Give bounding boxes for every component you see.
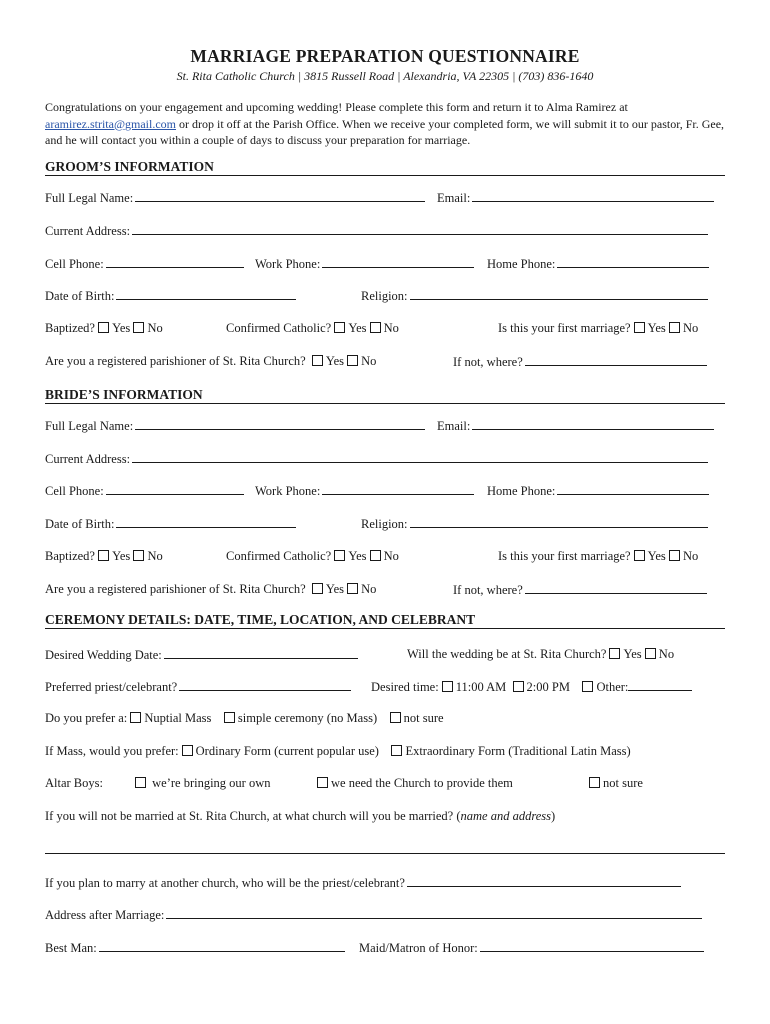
bride-row-name (45, 416, 725, 434)
celebrant-field[interactable] (179, 677, 351, 691)
other-church-hint: name and address (460, 809, 552, 823)
prefer-label: Do you prefer a: (45, 711, 128, 725)
page-title: MARRIAGE PREPARATION QUESTIONNAIRE (190, 46, 580, 66)
groom-name-label: Full Legal Name: (45, 191, 134, 205)
page-subtitle: St. Rita Catholic Church | 3815 Russell Road | Alexandria, VA 22305 | (703) 836-1640 (176, 69, 594, 83)
groom-home-label: Home Phone: (487, 257, 556, 271)
bride-work-field[interactable] (322, 481, 474, 495)
groom-address-label: Current Address: (45, 224, 131, 238)
bringing-own-checkbox[interactable] (135, 777, 146, 788)
ceremony-row-other-priest (45, 873, 725, 891)
groom-parishioner-yes-checkbox[interactable] (312, 355, 323, 366)
best-man-field[interactable] (99, 938, 345, 952)
bride-baptized-no-checkbox[interactable] (133, 550, 144, 561)
extraordinary-form-label: Extraordinary Form (Traditional Latin Mass) (405, 744, 631, 758)
ceremony-row-mass-form (45, 742, 725, 760)
groom-row-parishioner (45, 352, 725, 370)
bride-name-field[interactable] (135, 416, 425, 430)
bride-baptized-yes-checkbox[interactable] (98, 550, 109, 561)
other-church-paren: ) (551, 809, 556, 823)
groom-dob-field[interactable] (116, 286, 296, 300)
yes-label: Yes (647, 321, 666, 335)
bride-confirmed-yes-checkbox[interactable] (334, 550, 345, 561)
groom-religion-label: Religion: (361, 289, 408, 303)
yes-label: Yes (348, 549, 367, 563)
bride-name-label: Full Legal Name: (45, 419, 134, 433)
bride-parishioner-no-checkbox[interactable] (347, 583, 358, 594)
groom-row-name (45, 188, 725, 206)
church-provide-label: we need the Church to provide them (331, 776, 513, 790)
bride-email-field[interactable] (472, 416, 714, 430)
contact-email-link[interactable]: aramirez.strita@gmail.com (45, 116, 176, 131)
maid-matron-field[interactable] (480, 938, 704, 952)
bride-row-phones (45, 481, 725, 499)
no-label: No (682, 549, 699, 563)
nuptial-mass-checkbox[interactable] (130, 712, 141, 723)
ceremony-row-address-after (45, 905, 725, 923)
desired-time-label: Desired time: (371, 680, 439, 694)
bride-religion-field[interactable] (410, 514, 708, 528)
altar-boys-label: Altar Boys: (45, 776, 103, 790)
ordinary-form-checkbox[interactable] (182, 745, 193, 756)
ceremony-row-altar-boys (45, 774, 725, 792)
bride-row-sacraments (45, 547, 725, 565)
groom-confirmed-label: Confirmed Catholic? (226, 321, 332, 335)
yes-label: Yes (623, 647, 642, 661)
at-st-rita-label: Will the wedding be at St. Rita Church? (407, 647, 607, 661)
time-200-checkbox[interactable] (513, 681, 524, 692)
ceremony-row-other-church (45, 807, 725, 825)
groom-if-not-label: If not, where? (453, 355, 523, 369)
bride-address-field[interactable] (132, 449, 708, 463)
bride-cell-label: Cell Phone: (45, 484, 104, 498)
ceremony-row-attendants (45, 938, 725, 956)
groom-first-marriage-yes-checkbox[interactable] (634, 322, 645, 333)
address-after-label: Address after Marriage: (45, 908, 165, 922)
bride-home-field[interactable] (557, 481, 709, 495)
altar-not-sure-label: not sure (603, 776, 643, 790)
groom-parishioner-no-checkbox[interactable] (347, 355, 358, 366)
yes-label: Yes (348, 321, 367, 335)
no-label: No (383, 321, 399, 335)
bride-work-label: Work Phone: (255, 484, 321, 498)
groom-section-heading: GROOM’S INFORMATION (45, 158, 725, 176)
groom-baptized-yes-checkbox[interactable] (98, 322, 109, 333)
bride-parishioner-label: Are you a registered parishioner of St. Rita Church? (45, 582, 306, 596)
bride-row-address (45, 449, 725, 467)
yes-label: Yes (325, 354, 345, 368)
bride-dob-label: Date of Birth: (45, 517, 115, 531)
nuptial-mass-label: Nuptial Mass (144, 711, 212, 725)
groom-first-marriage-label: Is this your first marriage? (498, 321, 631, 335)
yes-label: Yes (325, 582, 345, 596)
desired-date-label: Desired Wedding Date: (45, 648, 162, 662)
groom-first-marriage-no-checkbox[interactable] (669, 322, 680, 333)
no-label: No (361, 582, 377, 596)
groom-work-field[interactable] (322, 254, 474, 268)
groom-row-sacraments (45, 319, 725, 337)
bride-first-marriage-label: Is this your first marriage? (498, 549, 631, 563)
groom-religion-field[interactable] (410, 286, 708, 300)
groom-dob-label: Date of Birth: (45, 289, 115, 303)
intro-paragraph (45, 99, 729, 149)
no-label: No (361, 354, 377, 368)
ceremony-row-date (45, 645, 725, 663)
bride-dob-field[interactable] (116, 514, 296, 528)
time-other-label: Other: (596, 680, 629, 694)
yes-label: Yes (647, 549, 666, 563)
groom-email-label: Email: (437, 191, 471, 205)
bride-confirmed-label: Confirmed Catholic? (226, 549, 332, 563)
ordinary-form-label: Ordinary Form (current popular use) (195, 744, 379, 758)
groom-email-field[interactable] (472, 188, 714, 202)
bride-parishioner-yes-checkbox[interactable] (312, 583, 323, 594)
altar-not-sure-checkbox[interactable] (589, 777, 600, 788)
other-priest-field[interactable] (407, 873, 681, 887)
groom-address-field[interactable] (132, 221, 708, 235)
maid-matron-label: Maid/Matron of Honor: (359, 941, 478, 955)
time-200-label: 2:00 PM (526, 680, 570, 694)
ceremony-row-celebrant (45, 677, 725, 695)
simple-ceremony-label: simple ceremony (no Mass) (237, 711, 378, 725)
bringing-own-label: we’re bringing our own (152, 776, 271, 790)
groom-home-field[interactable] (557, 254, 709, 268)
bride-if-not-label: If not, where? (453, 583, 523, 597)
bride-home-label: Home Phone: (487, 484, 556, 498)
groom-parishioner-label: Are you a registered parishioner of St. Rita Church? (45, 354, 306, 368)
ceremony-row-prefer (45, 709, 725, 727)
bride-baptized-label: Baptized? (45, 549, 95, 563)
not-sure-label: not sure (403, 711, 444, 725)
ceremony-section-heading: CEREMONY DETAILS: DATE, TIME, LOCATION, AND CELEBRANT (45, 611, 725, 629)
groom-row-phones (45, 254, 725, 272)
groom-row-address (45, 221, 725, 239)
celebrant-label: Preferred priest/celebrant? (45, 680, 178, 694)
intro-text-2: or drop it off at the Parish Office. When we receive your completed form, we will submit it to our pastor, Fr. Gee, and he will contact you within a couple of days to discuss your preparation for marriage. (45, 116, 725, 147)
no-label: No (383, 549, 399, 563)
at-st-rita-yes-checkbox[interactable] (609, 648, 620, 659)
bride-email-label: Email: (437, 419, 471, 433)
no-label: No (147, 549, 163, 563)
time-other-checkbox[interactable] (582, 681, 593, 692)
groom-baptized-no-checkbox[interactable] (133, 322, 144, 333)
other-church-field[interactable] (45, 852, 725, 854)
groom-name-field[interactable] (135, 188, 425, 202)
no-label: No (682, 321, 699, 335)
simple-ceremony-checkbox[interactable] (224, 712, 235, 723)
bride-first-marriage-no-checkbox[interactable] (669, 550, 680, 561)
groom-confirmed-no-checkbox[interactable] (370, 322, 381, 333)
bride-if-not-field[interactable] (525, 580, 707, 594)
groom-baptized-label: Baptized? (45, 321, 95, 335)
no-label: No (147, 321, 163, 335)
time-other-field[interactable] (628, 677, 692, 691)
groom-work-label: Work Phone: (255, 257, 321, 271)
other-church-label: If you will not be married at St. Rita Church, at what church will you be married? ( (45, 809, 461, 823)
bride-row-dob (45, 514, 725, 532)
yes-label: Yes (112, 549, 131, 563)
yes-label: Yes (112, 321, 131, 335)
intro-text-1: Congratulations on your engagement and upcoming wedding! Please complete this form and return it to Alma Ramirez at (45, 100, 628, 114)
bride-address-label: Current Address: (45, 452, 131, 466)
groom-if-not-field[interactable] (525, 352, 707, 366)
address-after-field[interactable] (166, 905, 702, 919)
time-1100-label: 11:00 AM (455, 680, 507, 694)
bride-first-marriage-yes-checkbox[interactable] (634, 550, 645, 561)
if-mass-label: If Mass, would you prefer: (45, 744, 179, 758)
church-provide-checkbox[interactable] (317, 777, 328, 788)
at-st-rita-no-checkbox[interactable] (645, 648, 656, 659)
bride-cell-field[interactable] (106, 481, 244, 495)
groom-confirmed-yes-checkbox[interactable] (334, 322, 345, 333)
groom-cell-label: Cell Phone: (45, 257, 104, 271)
best-man-label: Best Man: (45, 941, 97, 955)
bride-confirmed-no-checkbox[interactable] (370, 550, 381, 561)
bride-row-parishioner (45, 580, 725, 598)
not-sure-checkbox[interactable] (390, 712, 401, 723)
extraordinary-form-checkbox[interactable] (391, 745, 402, 756)
groom-cell-field[interactable] (106, 254, 244, 268)
bride-section-heading: BRIDE’S INFORMATION (45, 386, 725, 404)
desired-date-field[interactable] (164, 645, 358, 659)
groom-row-dob (45, 286, 725, 304)
bride-religion-label: Religion: (361, 517, 408, 531)
no-label: No (658, 647, 675, 661)
other-priest-label: If you plan to marry at another church, who will be the priest/celebrant? (45, 876, 405, 890)
time-1100-checkbox[interactable] (442, 681, 453, 692)
